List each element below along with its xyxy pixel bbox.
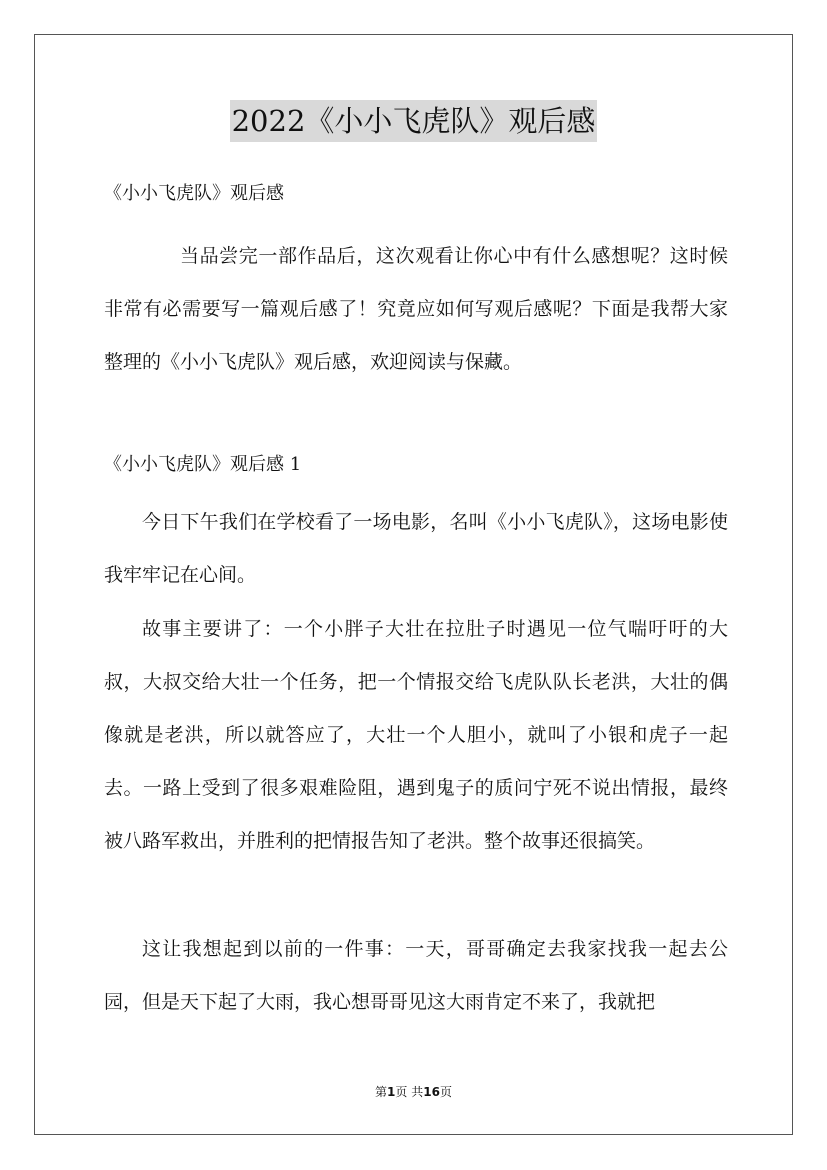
document-title: 2022《小小飞虎队》观后感 xyxy=(230,100,598,142)
body-paragraph: 故事主要讲了：一个小胖子大壮在拉肚子时遇见一位气喘吁吁的大叔，大叔交给大壮一个任务，把一个情报交给飞虎队队长老洪，大壮的偶像就是老洪，所以就答应了，大壮一个人胆小，就叫了小银和虎子一起去。一路上受到了很多艰难险阻，遇到鬼子的质问宁死不说出情报，最终被八路军救出，并胜利的把情报告知了老洪。整个故事还很搞笑。 xyxy=(104,618,728,852)
document-subtitle: 《小小飞虎队》观后感 xyxy=(104,183,284,204)
title-container xyxy=(0,100,827,142)
footer-total-pages: 16 xyxy=(423,1085,440,1099)
footer-mid: 页 共 xyxy=(395,1085,424,1099)
page-footer xyxy=(0,1083,827,1101)
body-paragraph: 今日下午我们在学校看了一场电影，名叫《小小飞虎队》，这场电影使我牢牢记在心间。 xyxy=(104,511,728,586)
body-paragraph: 这让我想起到以前的一件事：一天，哥哥确定去我家找我一起去公园，但是天下起了大雨，我心想哥哥见这大雨肯定不来了，我就把 xyxy=(104,938,728,1013)
footer-suffix: 页 xyxy=(439,1085,452,1099)
intro-paragraph: 当品尝完一部作品后，这次观看让你心中有什么感想呢？这时候非常有必需要写一篇观后感了！究竟应如何写观后感呢？下面是我帮大家整理的《小小飞虎队》观后感，欢迎阅读与保藏。 xyxy=(104,245,728,373)
footer-current-page: 1 xyxy=(387,1085,396,1099)
section-heading: 《小小飞虎队》观后感 1 xyxy=(104,454,302,475)
footer-prefix: 第 xyxy=(375,1085,388,1099)
